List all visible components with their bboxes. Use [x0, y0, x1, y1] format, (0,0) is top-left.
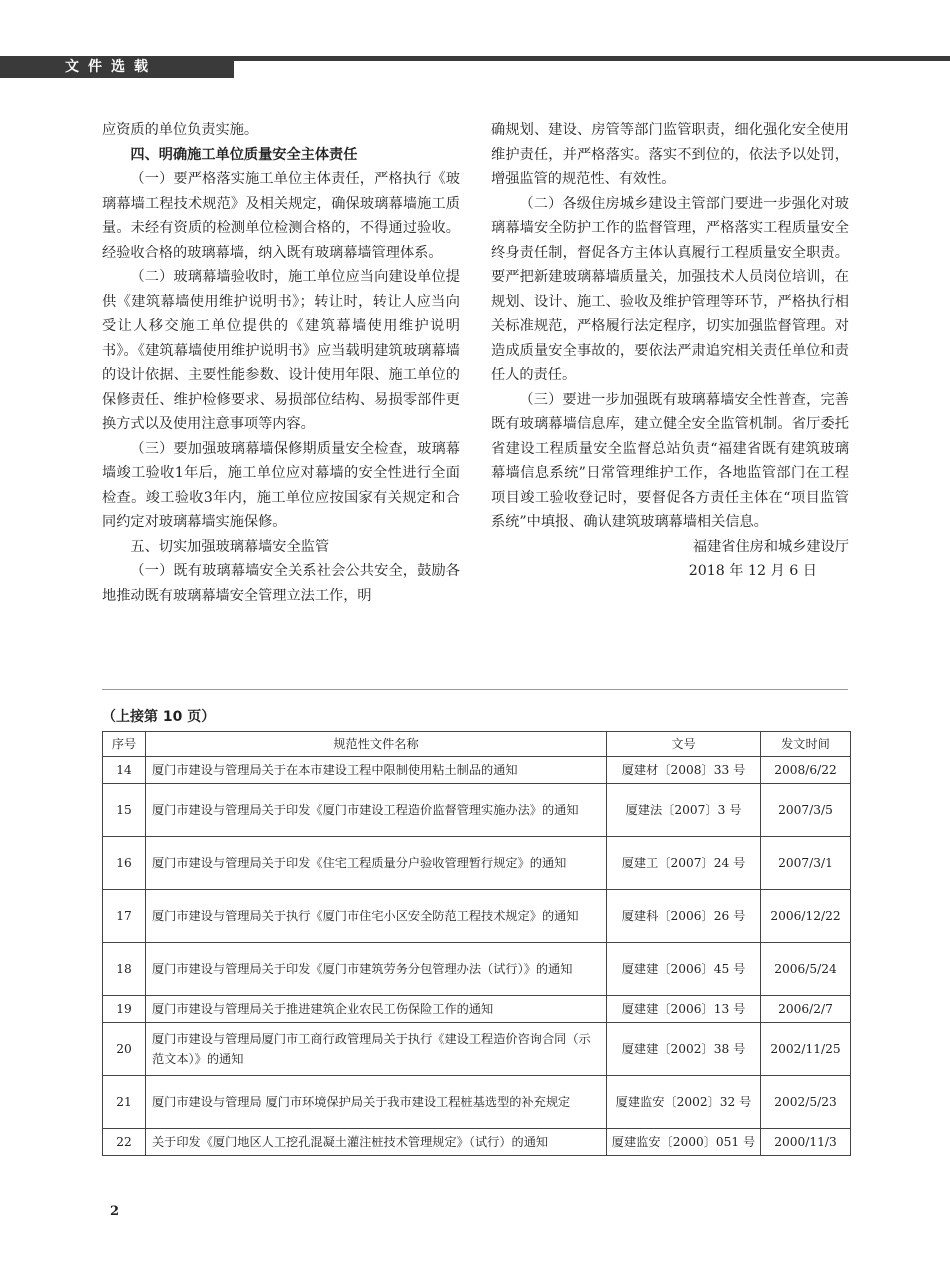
row-code: 厦建法〔2007〕3 号	[607, 784, 761, 837]
row-number: 17	[103, 890, 146, 943]
row-code: 厦建建〔2006〕45 号	[607, 943, 761, 996]
row-code: 厦建建〔2006〕13 号	[607, 996, 761, 1023]
row-code: 厦建监安〔2000〕051 号	[607, 1129, 761, 1156]
row-date: 2008/6/22	[761, 757, 851, 784]
section-divider	[102, 689, 848, 690]
row-date: 2006/5/24	[761, 943, 851, 996]
row-name: 厦门市建设与管理局关于印发《住宅工程质量分户验收管理暂行规定》的通知	[146, 837, 607, 890]
table-row	[103, 943, 851, 996]
header-code: 文号	[607, 732, 761, 757]
left-column	[102, 118, 460, 608]
row-number: 14	[103, 757, 146, 784]
table-row	[103, 996, 851, 1023]
row-number: 21	[103, 1076, 146, 1129]
row-date: 2006/12/22	[761, 890, 851, 943]
header-date: 发文时间	[761, 732, 851, 757]
row-number: 22	[103, 1129, 146, 1156]
table-row	[103, 890, 851, 943]
regulations-table	[102, 731, 851, 1156]
row-date: 2007/3/5	[761, 784, 851, 837]
right-paragraph: （二）各级住房城乡建设主管部门要进一步强化对玻璃幕墙安全防护工作的监督管理，严格落实工程质量安全终身责任制，督促各方主体认真履行工程质量安全职责。要严把新建玻璃幕墙质量关，加强技术人员岗位培训，在规划、设计、施工、验收及维护管理等环节，严格执行相关标准规范，严格履行法定程序，切实加强监督管理。对造成质量安全事故的，要依法严肃追究相关责任单位和责任人的责任。	[491, 195, 849, 383]
continued-from-label: （上接第 10 页）	[102, 709, 216, 725]
left-paragraph: 五、切实加强玻璃幕墙安全监管	[130, 538, 330, 555]
left-paragraph: 四、明确施工单位质量安全主体责任	[130, 146, 358, 163]
header-no: 序号	[103, 732, 146, 757]
table-row	[103, 1076, 851, 1129]
right-column	[491, 118, 849, 584]
row-date: 2002/5/23	[761, 1076, 851, 1129]
table-row	[103, 837, 851, 890]
row-name: 厦门市建设与管理局关于印发《厦门市建筑劳务分包管理办法（试行）》的通知	[146, 943, 607, 996]
right-paragraph: 确规划、建设、房管等部门监管职责，细化强化安全使用维护责任，并严格落实。落实不到位的，依法予以处罚，增强监管的规范性、有效性。	[491, 122, 849, 187]
table-row	[103, 1023, 851, 1076]
table-row	[103, 757, 851, 784]
row-number: 16	[103, 837, 146, 890]
row-date: 2002/11/25	[761, 1023, 851, 1076]
row-name: 厦门市建设与管理局关于执行《厦门市住宅小区安全防范工程技术规定》的通知	[146, 890, 607, 943]
row-name: 厦门市建设与管理局关于在本市建设工程中限制使用粘土制品的通知	[146, 757, 607, 784]
row-code: 厦建材〔2008〕33 号	[607, 757, 761, 784]
row-name: 关于印发《厦门地区人工挖孔混凝土灌注桩技术管理规定》（试行）的通知	[146, 1129, 607, 1156]
page-number: 2	[110, 1204, 120, 1219]
row-date: 2006/2/7	[761, 996, 851, 1023]
row-number: 15	[103, 784, 146, 837]
left-paragraph: （一）要严格落实施工单位主体责任，严格执行《玻璃幕墙工程技术规范》及相关规定，确保玻璃幕墙施工质量。未经有资质的检测单位检测合格的，不得通过验收。经验收合格的玻璃幕墙，纳入既有玻璃幕墙管理体系。	[102, 171, 460, 261]
row-number: 18	[103, 943, 146, 996]
row-number: 19	[103, 996, 146, 1023]
row-name: 厦门市建设与管理局关于推进建筑企业农民工伤保险工作的通知	[146, 996, 607, 1023]
row-code: 厦建监安〔2002〕32 号	[607, 1076, 761, 1129]
row-code: 厦建科〔2006〕26 号	[607, 890, 761, 943]
row-date: 2007/3/1	[761, 837, 851, 890]
row-name: 厦门市建设与管理局厦门市工商行政管理局关于执行《建设工程造价咨询合同（示范文本）》的通知	[146, 1023, 607, 1076]
table-row	[103, 1129, 851, 1156]
right-paragraph: （三）要进一步加强既有玻璃幕墙安全性普查，完善既有玻璃幕墙信息库，建立健全安全监管机制。省厅委托省建设工程质量安全监督总站负责“福建省既有建筑玻璃幕墙信息系统”日常管理维护工作，各地监管部门在工程项目竣工验收登记时，要督促各方责任主体在“项目监管系统”中填报、确认建筑玻璃幕墙相关信息。	[491, 391, 849, 530]
signature-date: 2018 年 12 月 6 日	[688, 563, 817, 579]
row-name: 厦门市建设与管理局 厦门市环境保护局关于我市建设工程桩基选型的补充规定	[146, 1076, 607, 1129]
section-label: 文件选载	[0, 57, 234, 78]
row-date: 2000/11/3	[761, 1129, 851, 1156]
row-name: 厦门市建设与管理局关于印发《厦门市建设工程造价监督管理实施办法》的通知	[146, 784, 607, 837]
left-paragraph: （二）玻璃幕墙验收时，施工单位应当向建设单位提供《建筑幕墙使用维护说明书》；转让时，转让人应当向受让人移交施工单位提供的《建筑幕墙使用维护说明书》。《建筑幕墙使用维护说明书》应当载明建筑玻璃幕墙的设计依据、主要性能参数、设计使用年限、施工单位的保修责任、维护检修要求、易损部位结构、易损零部件更换方式以及使用注意事项等内容。	[102, 269, 460, 432]
signature-org: 福建省住房和城乡建设厅	[692, 538, 849, 555]
left-paragraph: （三）要加强玻璃幕墙保修期质量安全检查，玻璃幕墙竣工验收1年后，施工单位应对幕墙的安全性进行全面检查。竣工验收3年内，施工单位应按国家有关规定和合同约定对玻璃幕墙实施保修。	[102, 440, 460, 530]
table-row	[103, 784, 851, 837]
row-code: 厦建工〔2007〕24 号	[607, 837, 761, 890]
left-paragraph: 应资质的单位负责实施。	[102, 122, 259, 138]
left-paragraph: （一）既有玻璃幕墙安全关系社会公共安全，鼓励各地推动既有玻璃幕墙安全管理立法工作，明	[102, 563, 460, 604]
row-number: 20	[103, 1023, 146, 1076]
table-header-row	[103, 732, 851, 757]
header-name: 规范性文件名称	[146, 732, 607, 757]
row-code: 厦建建〔2002〕38 号	[607, 1023, 761, 1076]
